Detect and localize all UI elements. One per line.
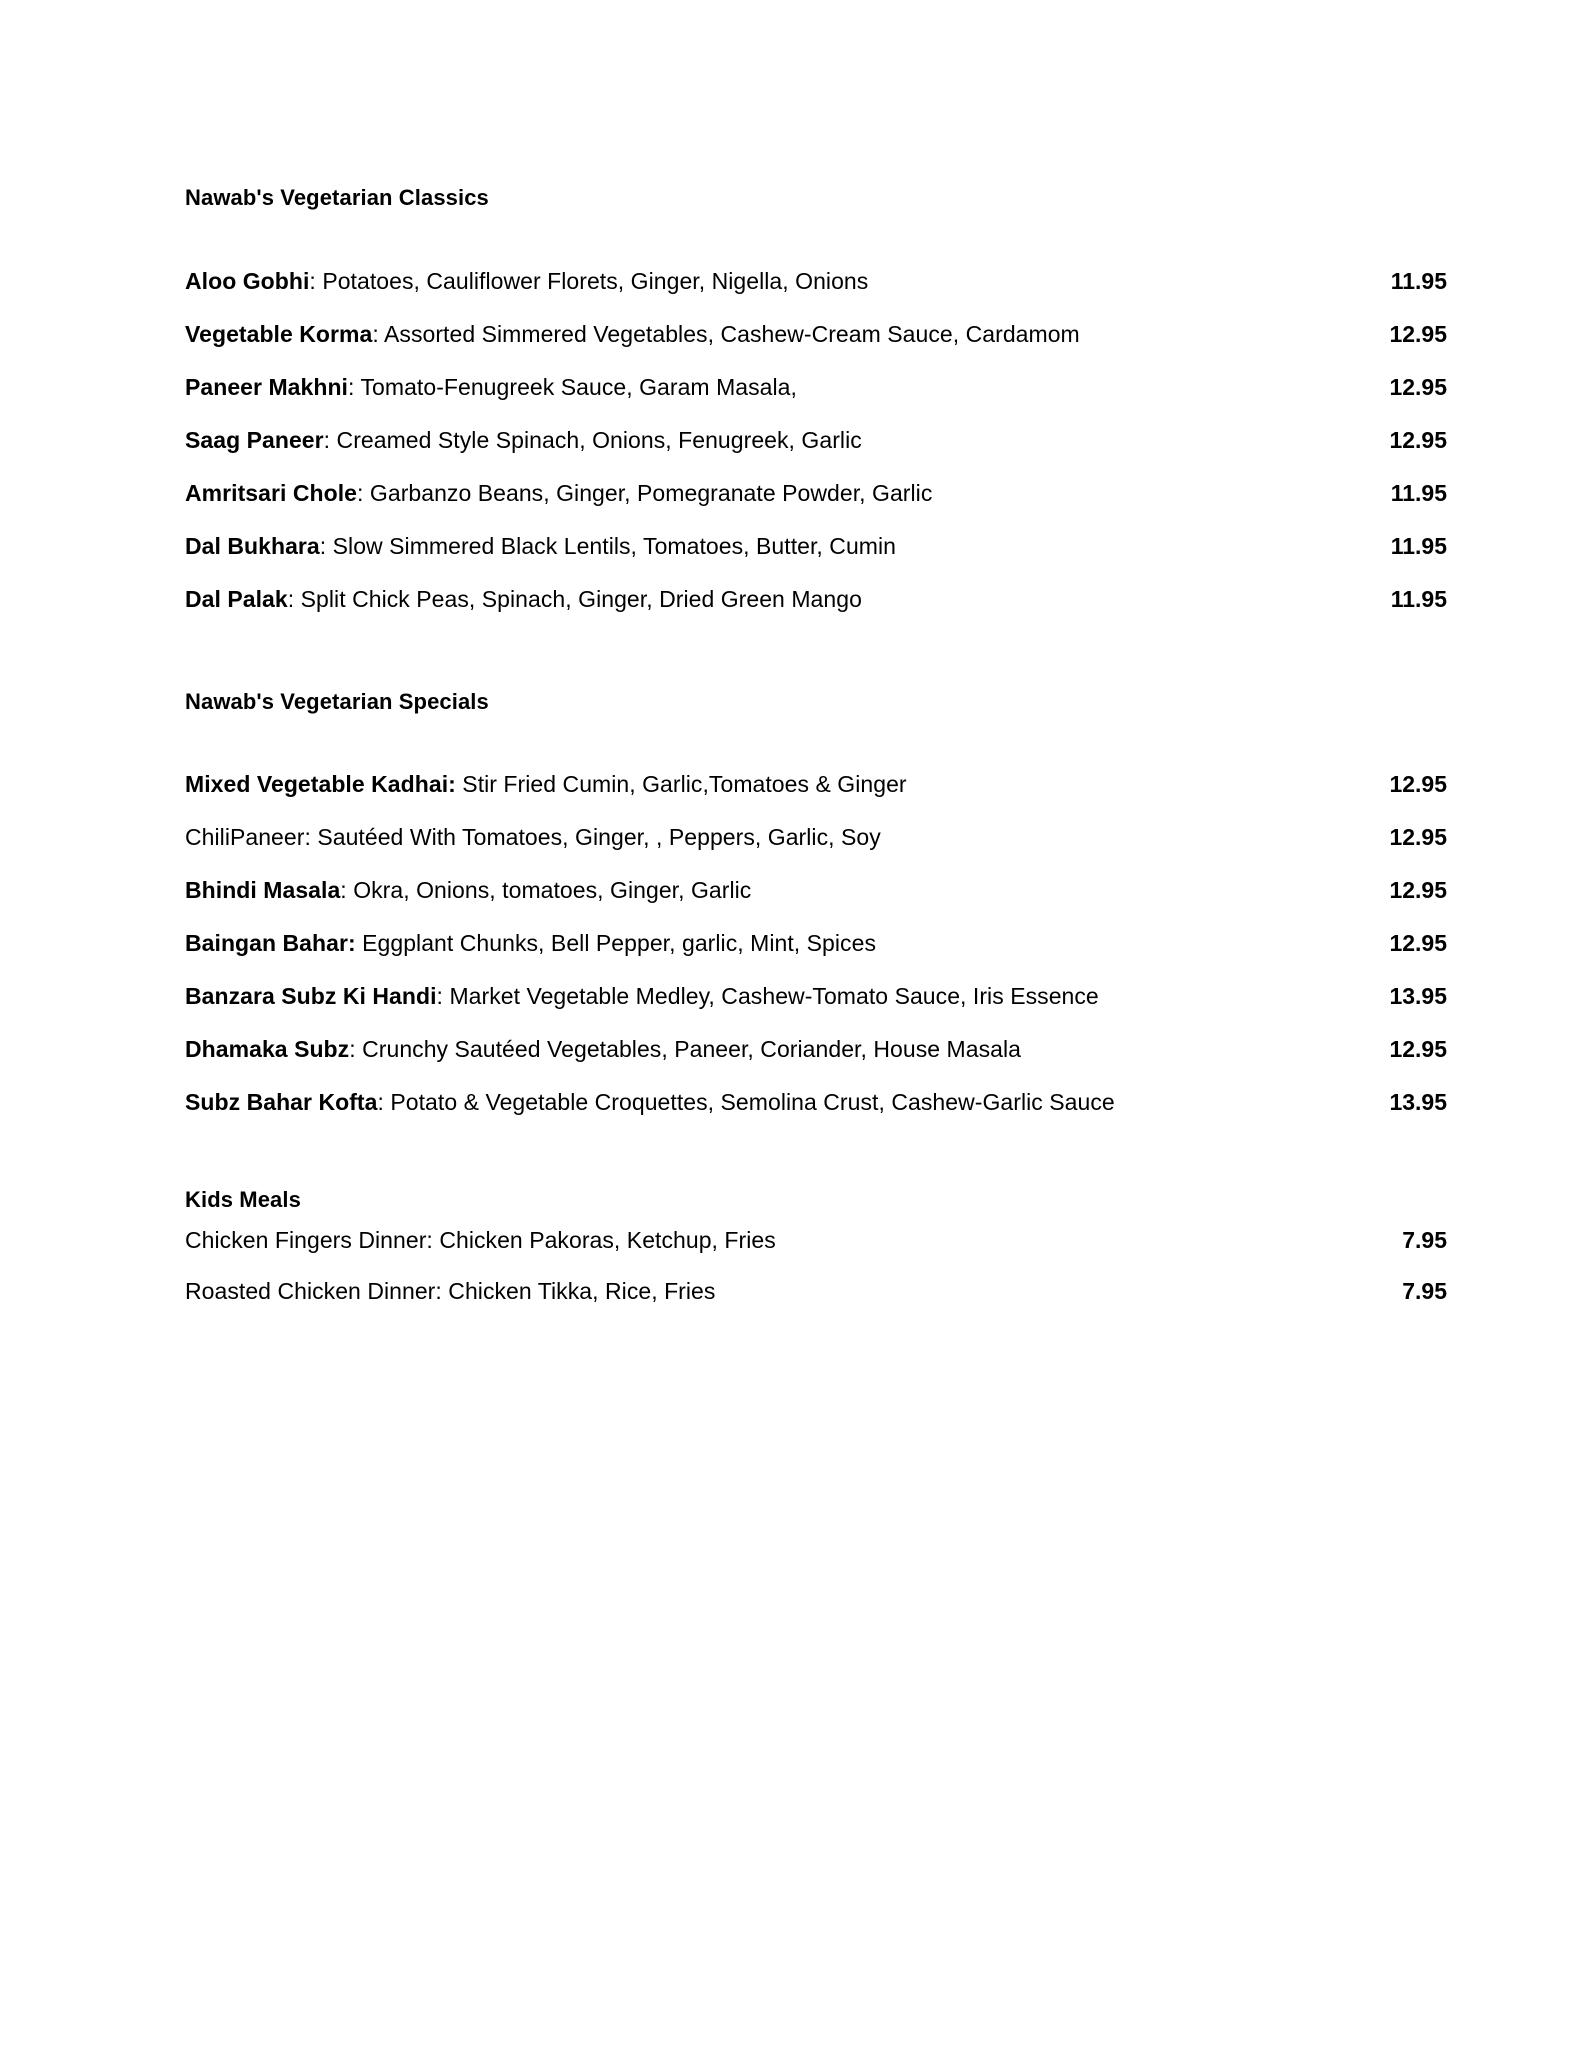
menu-item-name: ChiliPaneer (185, 824, 305, 850)
menu-item-text (185, 376, 797, 399)
menu-item-separator: : (435, 1278, 449, 1304)
menu-item-price: 13.95 (1389, 1089, 1447, 1115)
menu-item-price: 7.95 (1402, 1227, 1447, 1253)
menu-item-price: 12.95 (1389, 877, 1447, 903)
menu-item-text (185, 482, 932, 505)
menu-item-name: Saag Paneer (185, 427, 324, 453)
menu-item-text (185, 932, 876, 955)
menu-item-price: 11.95 (1390, 533, 1447, 559)
menu-item-name: Mixed Vegetable Kadhai (185, 771, 449, 797)
menu-item-name: Chicken Fingers Dinner (185, 1227, 427, 1253)
menu-item-name: Dal Palak (185, 586, 288, 612)
menu-item-row (185, 482, 1447, 505)
menu-item-separator: : (426, 1227, 440, 1253)
menu-item-row (185, 1280, 1447, 1303)
menu-item-description: Garbanzo Beans, Ginger, Pomegranate Powder, Garlic (369, 480, 933, 506)
menu-item-name: Paneer Makhni (185, 374, 348, 400)
menu-item-description: Potatoes, Cauliflower Florets, Ginger, Nigella, Onions (322, 268, 869, 294)
menu-section-classics (185, 185, 1447, 611)
menu-item-price: 12.95 (1389, 427, 1447, 453)
section-title: Nawab's Vegetarian Specials (185, 689, 489, 714)
menu-item-separator: : (323, 427, 337, 453)
menu-item-description: Chicken Tikka, Rice, Fries (448, 1278, 716, 1304)
menu-item-separator: : (319, 533, 333, 559)
menu-item-description: Assorted Simmered Vegetables, Cashew-Cream Sauce, Cardamom (384, 321, 1080, 347)
menu-item-row (185, 932, 1447, 955)
menu-item-name: Roasted Chicken Dinner (185, 1278, 436, 1304)
menu-item-description: Slow Simmered Black Lentils, Tomatoes, Butter, Cumin (332, 533, 897, 559)
menu-item-price: 12.95 (1389, 374, 1447, 400)
menu-item-price: 11.95 (1390, 586, 1447, 612)
menu-item-name: Dhamaka Subz (185, 1036, 350, 1062)
menu-item-list (185, 270, 1447, 611)
menu-item-description: Potato & Vegetable Croquettes, Semolina Crust, Cashew-Garlic Sauce (390, 1089, 1115, 1115)
menu-item-name: Banzara Subz Ki Handi (185, 983, 437, 1009)
menu-item-text (185, 270, 868, 293)
menu-item-name: Vegetable Korma (185, 321, 373, 347)
section-title: Kids Meals (185, 1187, 301, 1212)
menu-item-row (185, 773, 1447, 796)
menu-item-row (185, 826, 1447, 849)
menu-item-list (185, 1229, 1447, 1303)
menu-item-description: Tomato-Fenugreek Sauce, Garam Masala, (360, 374, 797, 400)
menu-item-price: 12.95 (1389, 771, 1447, 797)
menu-item-price: 11.95 (1390, 480, 1447, 506)
menu-item-description: Okra, Onions, tomatoes, Ginger, Garlic (353, 877, 752, 903)
menu-item-description: Split Chick Peas, Spinach, Ginger, Dried Green Mango (300, 586, 862, 612)
menu-item-description: Crunchy Sautéed Vegetables, Paneer, Coriander, House Masala (362, 1036, 1021, 1062)
menu-section-specials (185, 689, 1447, 1114)
menu-item-name: Subz Bahar Kofta (185, 1089, 378, 1115)
menu-item-description: Market Vegetable Medley, Cashew-Tomato Sauce, Iris Essence (449, 983, 1099, 1009)
menu-item-text (185, 1091, 1115, 1114)
menu-item-separator: : (347, 930, 363, 956)
menu-item-text (185, 323, 1080, 346)
menu-item-separator: : (340, 877, 354, 903)
menu-item-separator: : (349, 1036, 363, 1062)
menu-item-name: Baingan Bahar (185, 930, 348, 956)
menu-item-text (185, 429, 862, 452)
menu-item-name: Bhindi Masala (185, 877, 341, 903)
menu-item-separator: : (448, 771, 463, 797)
menu-item-row (185, 376, 1447, 399)
menu-item-text (185, 1229, 776, 1252)
menu-item-row (185, 1229, 1447, 1252)
menu-item-price: 7.95 (1402, 1278, 1447, 1304)
menu-item-name: Aloo Gobhi (185, 268, 310, 294)
menu-item-separator: : (372, 321, 385, 347)
menu-item-text (185, 773, 907, 796)
menu-item-text (185, 1038, 1021, 1061)
menu-item-price: 12.95 (1389, 321, 1447, 347)
menu-item-text (185, 985, 1099, 1008)
menu-item-price: 12.95 (1389, 1036, 1447, 1062)
menu-item-price: 12.95 (1389, 930, 1447, 956)
menu-item-row (185, 985, 1447, 1008)
menu-item-separator: : (304, 824, 318, 850)
menu-item-price: 11.95 (1390, 268, 1447, 294)
section-title: Nawab's Vegetarian Classics (185, 185, 489, 210)
menu-item-price: 13.95 (1389, 983, 1447, 1009)
menu-item-row (185, 1091, 1447, 1114)
menu-item-row (185, 429, 1447, 452)
menu-item-list (185, 773, 1447, 1114)
menu-item-name: Dal Bukhara (185, 533, 320, 559)
menu-item-description: Eggplant Chunks, Bell Pepper, garlic, Mint, Spices (362, 930, 877, 956)
menu-item-separator: : (348, 374, 361, 400)
menu-item-separator: : (377, 1089, 391, 1115)
menu-item-description: Stir Fried Cumin, Garlic,Tomatoes & Ginger (462, 771, 907, 797)
menu-item-separator: : (287, 586, 301, 612)
menu-item-row (185, 323, 1447, 346)
menu-item-text (185, 588, 862, 611)
menu-section-kids (185, 1187, 1447, 1303)
menu-item-description: Sautéed With Tomatoes, Ginger, , Peppers, Garlic, Soy (317, 824, 881, 850)
menu-item-description: Chicken Pakoras, Ketchup, Fries (439, 1227, 776, 1253)
menu-item-row (185, 588, 1447, 611)
menu-item-row (185, 535, 1447, 558)
menu-item-row (185, 1038, 1447, 1061)
menu-item-text (185, 879, 751, 902)
menu-item-text (185, 1280, 715, 1303)
menu-item-text (185, 826, 881, 849)
menu-item-separator: : (357, 480, 370, 506)
menu-item-text (185, 535, 896, 558)
menu-item-separator: : (309, 268, 323, 294)
menu-item-name: Amritsari Chole (185, 480, 358, 506)
menu-item-row (185, 879, 1447, 902)
menu-item-separator: : (436, 983, 450, 1009)
menu-item-price: 12.95 (1389, 824, 1447, 850)
menu-item-row (185, 270, 1447, 293)
menu-item-description: Creamed Style Spinach, Onions, Fenugreek, Garlic (336, 427, 862, 453)
